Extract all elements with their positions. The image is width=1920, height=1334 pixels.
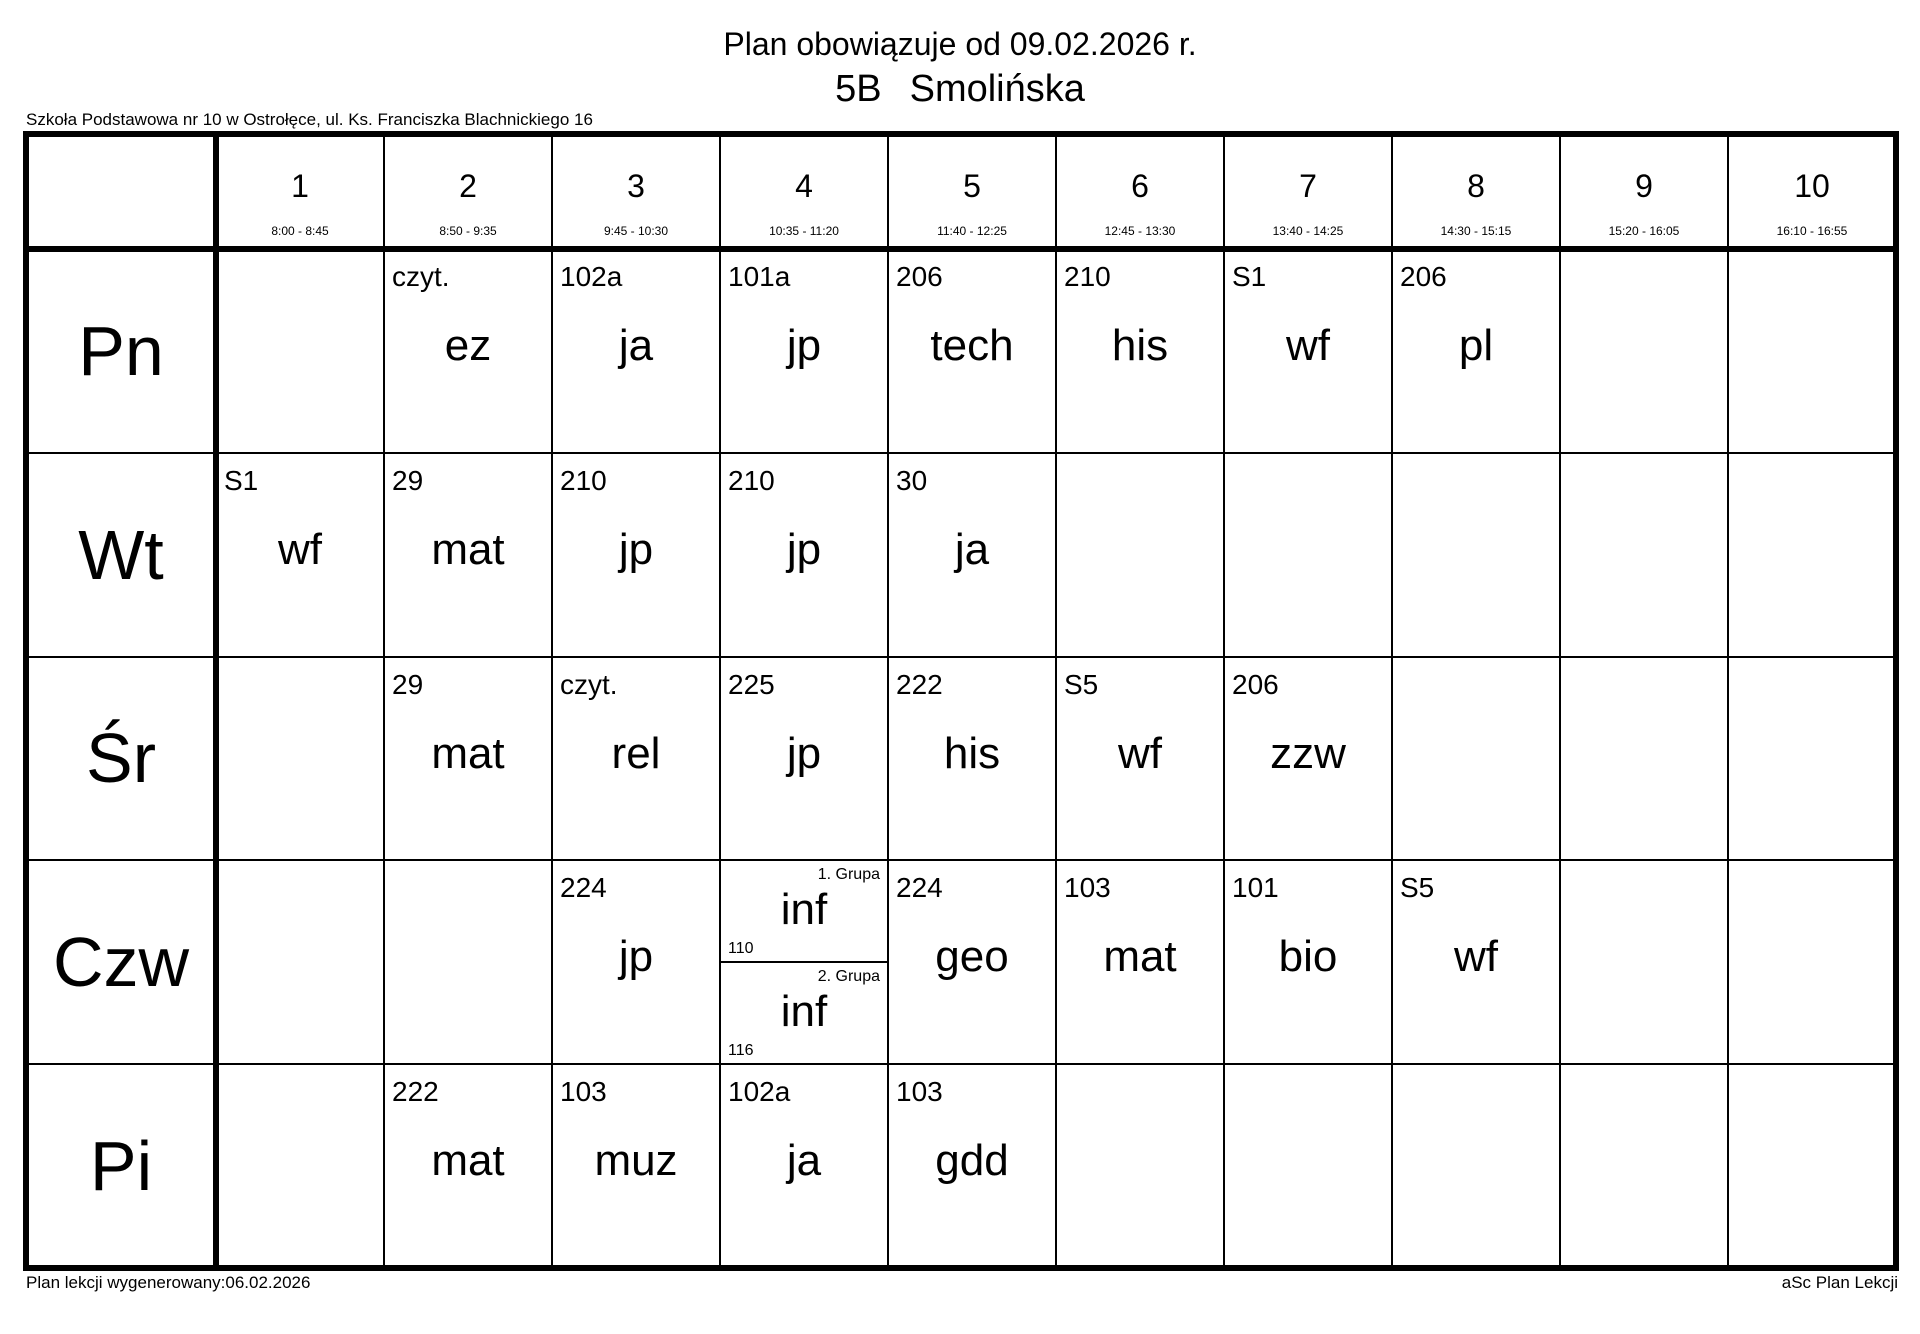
empty-cell (1392, 1064, 1560, 1268)
period-time: 9:45 - 10:30 (603, 224, 669, 238)
empty-cell (216, 1064, 384, 1268)
subject: his (1111, 321, 1169, 370)
subject: inf (780, 885, 828, 935)
room-number: 101 (1232, 872, 1279, 904)
room-number: S1 (1232, 261, 1267, 292)
lesson-cell (1224, 249, 1392, 453)
border-left (23, 131, 29, 1271)
subject: inf (780, 987, 828, 1037)
period-header (1392, 134, 1560, 249)
period-time: 15:20 - 16:05 (1608, 224, 1680, 238)
subject: mat (431, 524, 505, 574)
group-lesson (720, 860, 888, 962)
period-header (216, 134, 384, 249)
border-right (1893, 131, 1899, 1271)
lesson-cell (216, 453, 384, 657)
lesson-cell (720, 860, 888, 1064)
empty-cell (216, 657, 384, 861)
lesson-cell (1224, 860, 1392, 1064)
day-label-cell (26, 249, 216, 453)
column-line (551, 134, 553, 1268)
period-number: 4 (795, 168, 813, 204)
generated-date: Plan lekcji wygenerowany:06.02.2026 (26, 1273, 311, 1292)
lesson-cell (720, 453, 888, 657)
room-number: 206 (1232, 668, 1279, 700)
software-name: aSc Plan Lekcji (1781, 1273, 1898, 1292)
lesson-cell (552, 1064, 720, 1268)
column-line (1559, 134, 1561, 1268)
lesson-cell (1224, 657, 1392, 861)
lesson-cell (888, 657, 1056, 861)
period-time: 13:40 - 14:25 (1272, 224, 1344, 238)
class-name: 5B (835, 68, 882, 110)
column-line (719, 134, 721, 1268)
room-number: 224 (896, 872, 943, 904)
lesson-cell (1056, 657, 1224, 861)
subject: jp (618, 524, 654, 574)
period-header (552, 134, 720, 249)
row-line (26, 1063, 1896, 1065)
empty-cell (1728, 1064, 1896, 1268)
teacher-name: Smolińska (909, 68, 1085, 110)
empty-cell (1560, 453, 1728, 657)
lesson-cell (720, 249, 888, 453)
empty-cell (216, 860, 384, 1064)
empty-cell (216, 249, 384, 453)
day-label-cell (26, 453, 216, 657)
empty-cell (1224, 453, 1392, 657)
subject: geo (935, 932, 1009, 982)
subject: bio (1278, 932, 1338, 982)
room-number: 210 (1064, 261, 1111, 292)
empty-cell (1560, 860, 1728, 1064)
column-line (383, 134, 385, 1268)
room-number: 101a (728, 261, 791, 292)
period-time: 8:50 - 9:35 (439, 224, 497, 238)
empty-cell (1392, 453, 1560, 657)
subject: muz (594, 1136, 678, 1186)
row-line (26, 656, 1896, 658)
day-column-separator (213, 134, 219, 1268)
room-number: 29 (392, 464, 424, 496)
room-number: 206 (1400, 261, 1447, 292)
lesson-cell (384, 1064, 552, 1268)
room-number: 110 (728, 940, 754, 958)
lesson-cell (1056, 249, 1224, 453)
room-number: S1 (224, 464, 259, 496)
empty-cell (1560, 1064, 1728, 1268)
room-number: 30 (896, 464, 928, 496)
lesson-cell (888, 1064, 1056, 1268)
room-number: 222 (896, 668, 943, 700)
period-number: 3 (627, 168, 645, 204)
period-number: 1 (291, 168, 309, 204)
empty-cell (1728, 657, 1896, 861)
group-lesson (720, 962, 888, 1064)
period-number: 8 (1467, 168, 1485, 204)
period-time: 8:00 - 8:45 (271, 224, 329, 238)
period-header (1560, 134, 1728, 249)
period-header (1728, 134, 1896, 249)
room-number: 102a (560, 261, 623, 292)
subject: tech (930, 321, 1014, 370)
day-label: Czw (52, 923, 190, 1002)
lesson-cell (1056, 860, 1224, 1064)
room-number: 210 (728, 464, 775, 496)
column-line (887, 134, 889, 1268)
subject: mat (431, 728, 505, 778)
room-number: 206 (896, 261, 943, 292)
empty-cell (1728, 249, 1896, 453)
subject: gdd (935, 1136, 1009, 1186)
day-label: Wt (78, 515, 164, 594)
room-number: 103 (1064, 872, 1111, 904)
period-time: 10:35 - 11:20 (769, 224, 839, 238)
lesson-cell (552, 860, 720, 1064)
period-number: 10 (1794, 168, 1830, 204)
empty-cell (1560, 249, 1728, 453)
empty-cell (1056, 1064, 1224, 1268)
subject: zzw (1270, 728, 1346, 778)
subject: mat (1103, 932, 1177, 982)
room-number: 103 (560, 1076, 607, 1108)
border-top (23, 131, 1899, 137)
room-number: 222 (392, 1076, 439, 1108)
period-time: 16:10 - 16:55 (1776, 224, 1848, 238)
subject: ja (618, 321, 654, 370)
subject: wf (1118, 728, 1162, 778)
subject: wf (278, 524, 322, 574)
subject: ja (954, 524, 990, 574)
empty-cell (1560, 657, 1728, 861)
row-line (26, 859, 1896, 861)
room-number: 225 (728, 668, 775, 700)
room-number: czyt. (560, 668, 618, 700)
subject: jp (618, 932, 654, 982)
period-time: 14:30 - 15:15 (1440, 224, 1512, 238)
lesson-cell (1392, 860, 1560, 1064)
empty-cell (1728, 453, 1896, 657)
subject: pl (1458, 321, 1494, 370)
column-line (1055, 134, 1057, 1268)
room-number: S5 (1064, 668, 1099, 700)
room-number: czyt. (392, 261, 450, 292)
lesson-cell (1392, 249, 1560, 453)
group-label: 1. Grupa (817, 866, 880, 884)
lesson-cell (384, 657, 552, 861)
group-label: 2. Grupa (817, 968, 880, 986)
period-number: 5 (963, 168, 981, 204)
column-line (1727, 134, 1729, 1268)
subject: wf (1454, 932, 1498, 982)
room-number: 103 (896, 1076, 943, 1108)
subject: rel (611, 728, 661, 778)
period-header (1056, 134, 1224, 249)
row-line (26, 452, 1896, 454)
period-time: 12:45 - 13:30 (1104, 224, 1176, 238)
lesson-cell (888, 249, 1056, 453)
room-number: 210 (560, 464, 607, 496)
border-bottom (23, 1265, 1899, 1271)
school-name: Szkoła Podstawowa nr 10 w Ostrołęce, ul. Ks. Franciszka Blachnickiego 16 (26, 110, 593, 129)
room-number: 116 (728, 1042, 754, 1060)
period-time: 11:40 - 12:25 (937, 224, 1007, 238)
column-line (1223, 134, 1225, 1268)
subject: mat (431, 1136, 505, 1186)
room-number: 224 (560, 872, 607, 904)
room-number: 102a (728, 1076, 791, 1108)
empty-cell (1392, 657, 1560, 861)
subject: jp (786, 321, 822, 370)
subject: his (943, 728, 1001, 778)
day-label: Pn (78, 311, 164, 390)
empty-cell (1224, 1064, 1392, 1268)
empty-cell (384, 860, 552, 1064)
subject: ja (786, 1136, 822, 1186)
lesson-cell (384, 249, 552, 453)
room-number: 29 (392, 668, 424, 700)
column-line (1391, 134, 1393, 1268)
period-header (888, 134, 1056, 249)
lesson-cell (720, 657, 888, 861)
day-label: Śr (86, 719, 156, 798)
lesson-cell (552, 657, 720, 861)
period-header (720, 134, 888, 249)
subject: ez (444, 321, 492, 370)
period-header (384, 134, 552, 249)
subject: jp (786, 728, 822, 778)
header-separator (26, 246, 1896, 252)
day-label-cell (26, 1064, 216, 1268)
lesson-cell (888, 860, 1056, 1064)
empty-cell (1728, 860, 1896, 1064)
lesson-cell (552, 453, 720, 657)
lesson-cell (720, 1064, 888, 1268)
validity-title: Plan obowiązuje od 09.02.2026 r. (723, 26, 1197, 62)
period-header (1224, 134, 1392, 249)
day-label: Pi (89, 1127, 153, 1206)
subject: wf (1286, 321, 1330, 370)
period-number: 6 (1131, 168, 1149, 204)
lesson-cell (384, 453, 552, 657)
empty-cell (1056, 453, 1224, 657)
day-label-cell (26, 657, 216, 861)
lesson-cell (888, 453, 1056, 657)
day-label-cell (26, 860, 216, 1064)
room-number: S5 (1400, 872, 1435, 904)
period-number: 2 (459, 168, 477, 204)
group-divider (720, 961, 888, 963)
period-number: 7 (1299, 168, 1317, 204)
period-number: 9 (1635, 168, 1653, 204)
lesson-cell (552, 249, 720, 453)
subject: jp (786, 524, 822, 574)
